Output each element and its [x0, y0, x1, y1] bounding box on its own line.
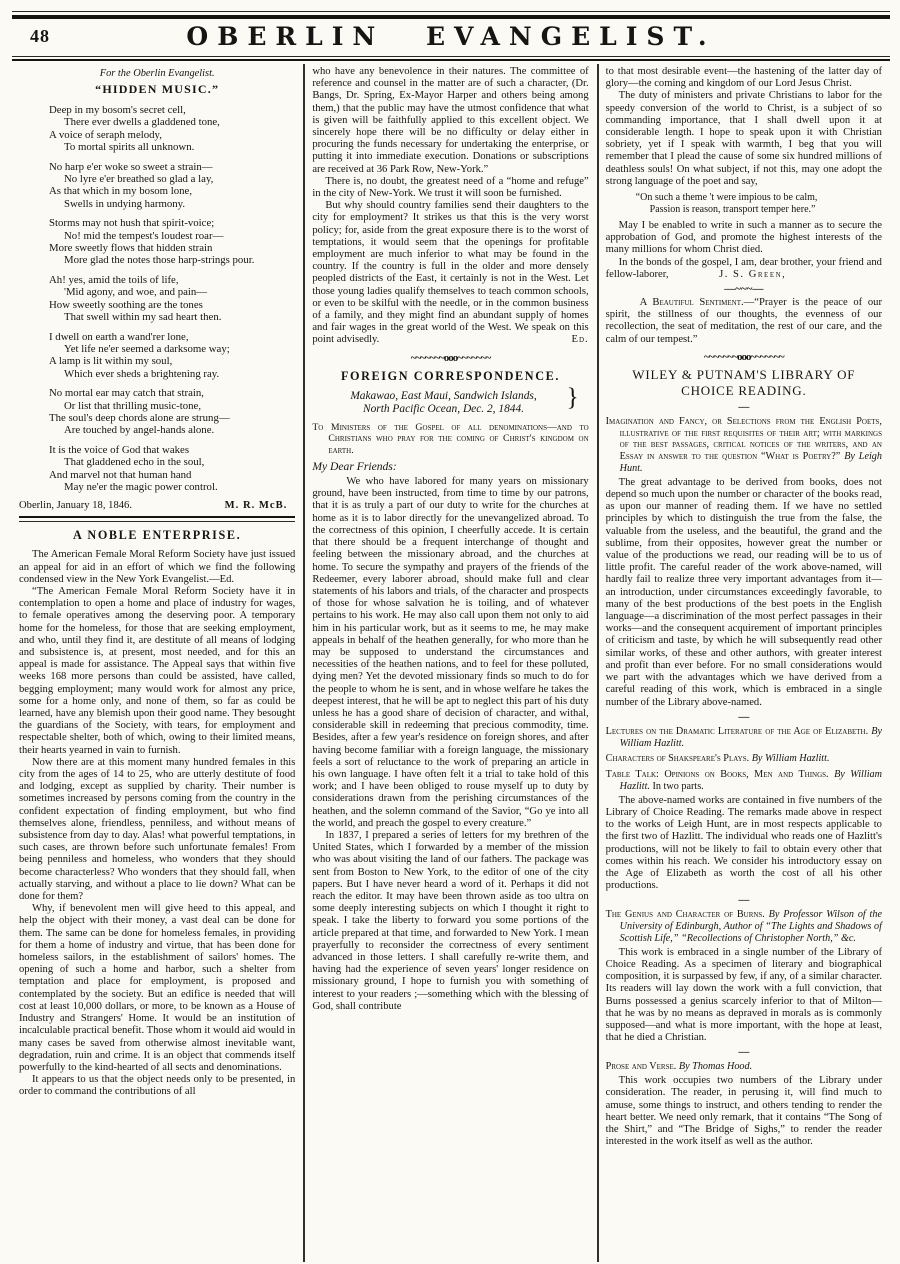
book-author: By William Hazlitt.: [619, 769, 882, 792]
poem-line: No lyre e'er breathed so glad a lay,: [64, 173, 214, 186]
poem-line: A lamp is lit within my soul,: [49, 355, 173, 368]
poem-line: That gladdened echo in the soul,: [64, 456, 205, 469]
poem-line: As that which in my bosom lone,: [49, 185, 193, 198]
paragraph: “The American Female Moral Reform Society have it in contemplation to open a home and place of industry for wages, to female operatives among the deserving poor. A temporary home for the homeless, for those that are seeking employment, and who, until they find it, are destitute of all means of lodging and subsistence is, at present, most needed, and for this an appeal is made for assistance. The Appeal says that within five weeks 168 more persons than could be assisted, have called, begging employment; many would work for almost any price, some for a home only, and none of them, so far as could be learned, have any blemish upon their good name. They besought the guardians of the Society, with tears, for employment and respectable shelter, both of which, owing to their limited means, their hearts yearned in vain to furnish.: [19, 585, 296, 756]
book-entry: [606, 753, 882, 765]
poem-line: And marvel not that human hand: [49, 468, 192, 481]
editor-initials: Ed.: [571, 334, 589, 346]
section-rule: [19, 516, 295, 522]
book-author: By Professor Wilson of the University of Edinburgh, Author of “The Lights and Shadows of Scottish Life,” “Recollections of Christopher North,” &c.: [619, 909, 882, 944]
quote-line: Passion is reason, transport temper here.”: [649, 204, 816, 216]
paragraph: It appears to us that the object needs only to be presented, in order to command the contributions of all: [19, 1074, 296, 1098]
dash-divider: —: [738, 894, 750, 907]
sentiment-text: “Prayer is the peace of our spirit, the stillness of our thoughts, the evenness of our recollection, the seat of meditation, the rest of our care, and the calm of our tempest.”: [605, 297, 882, 345]
paragraph: Now there are at this moment many hundred females in this city from the ages of 14 to 25, who are utterly destitute of food and lodging, except as supplied by charity. Their number is sometimes increased by persons coming from the country in the confident expectation of finding employment, but who find themselves alone, friendless, penniless, and without means of subsistence from day to day. Alas! what powerful temptations, in such cases, are thrown before such unfortunate females! From being penniless and homeless, who wonders that they should become characterless? Who wonders that they should fall, when actually starving, and without a place to lie down? What can be done for them?: [19, 756, 296, 903]
signature: J. S. Green,: [719, 268, 787, 280]
book-title: The Genius and Character of Burns.: [605, 909, 765, 921]
book-entry: [606, 909, 882, 944]
paragraph: Why, if benevolent men will give heed to this appeal, and help the object with their money, a vast deal can be done for them. The same can be done for homeless females, in providing for them a home of industry and virtue, that has been done for homeless sailors, in the establishment of sailors' homes. The opening of such a home and harbor, such a shelter from temptation and place for employment, is proposed and contemplated by the society. But an edifice is needed that will cost at least 10,000 dollars, or more, to be known as a House of Industry and Strangers' Home. It would be an institution of incalculable practical benefit. Those whom it would aid would in many cases be saved from otherwise almost inevitable want, degradation, ruin and crime. It is an object that commends itself powerfully to the kind-hearted of all sects and denominations.: [19, 903, 296, 1073]
review-paragraph: The above-named works are contained in five numbers of the Library of Choice Reading. The remarks made above in respect to the works of Leigh Hunt, are in most respects applicable to the first two of Hazlitt. The individual who reads one of Hazlitt's productions, will not be likely to fail to obtain every other that comes within his reach. We consider his introductory essay on the Age of Elizabeth as worth the cost of all his other productions.: [605, 794, 882, 892]
poem-line: Yet life ne'er seemed a darksome way;: [64, 342, 230, 355]
book-entry: [606, 726, 882, 750]
dateline-place: Makawao, East Maui, Sandwich Islands,: [350, 389, 537, 402]
poem-stanza: [49, 104, 295, 154]
poem-stanza: [49, 444, 295, 494]
dateline-date: North Pacific Ocean, Dec. 2, 1844.: [362, 403, 524, 416]
paragraph: [312, 200, 588, 346]
column-2: [303, 64, 596, 1262]
masthead-bottom-rule-thick: [12, 59, 890, 61]
poem-author: M. R. McB.: [224, 500, 288, 512]
poem-stanza: [49, 274, 295, 324]
poem-line: 'Mid agony, and woe, and pain—: [64, 286, 208, 299]
poem-line: Ah! yes, amid the toils of life,: [49, 273, 179, 286]
poem-title: “HIDDEN MUSIC.”: [95, 82, 220, 96]
masthead-top-rule-thin: [12, 11, 890, 12]
poem-line: May ne'er the magic power control.: [64, 480, 218, 493]
poem-line: Which ever sheds a brightening ray.: [64, 367, 220, 380]
column-1: [12, 64, 303, 1262]
book-title: Table Talk: Opinions on Books, Men and Things.: [605, 769, 829, 781]
paragraph: May I be enabled to write in such a manner as to secure the approbation of God, and promote the highest interests of the many millions for whom Christ died.: [605, 220, 882, 256]
letter-salutation: My Dear Friends:: [312, 460, 397, 474]
poem-line: It is the voice of God that wakes: [49, 443, 190, 456]
dateline-brace: }: [566, 383, 579, 411]
book-entry: [606, 769, 882, 793]
paragraph: The American Female Moral Reform Society have just issued an appeal for aid in an effort of which we find the following condensed view in the New York Evangelist.—Ed.: [19, 549, 296, 585]
paragraph: who have any benevolence in their natures. The committee of reference and counsel in the matter are of such a character, (Dr. Bangs, Dr. Spring, Ex-Mayor Harper and others being among them,) that the public may have the utmost confidence that what is given will be faithfully applied to this excellent object. We sincerely hope there will be no difficulty or delay either in procuring the funds necessary for undertaking the enterprise, or putting it into immediate execution. Donations or subscriptions are received at 36 Park Row, New-York.”: [312, 66, 589, 175]
poem-line: To mortal spirits all unknown.: [64, 141, 195, 154]
dash-divider: —: [738, 400, 750, 413]
poem-stanza: [49, 387, 295, 437]
paragraph: In 1837, I prepared a series of letters for my brethren of the United States, which I forwarded by a member of the mission who was about visiting the land of our fathers. The package was sent from Boston to New York, to the editor of one of the city papers. But I have never heard a word of it. Perhaps it did not reach the editor. It may have been thrown aside as too ultra on some deeply interesting subjects on which I thought it right to speak. I take the liberty to forward you some portions of the article prepared at that time, and forwarded to New York. I mean prayerfully to reconsider the correctness of every sentiment advanced in those letters. I shall carefully re-write them, and having had the experience of seven years' longer residence on missionary ground, I hope to furnish you with something of interest to your readers ;—something which with the blessing of God, shall contribute: [312, 829, 589, 1012]
review-paragraph: This work occupies two numbers of the Library under consideration. The reader, in perusing it, will find much to amuse, some things to instruct, and others tending to render the heart better. We need only remark, that it contains “The Song of the Shirt,” and “The Bridge of Sighs,” to render the reader interested in the work itself as well as the author.: [605, 1075, 882, 1148]
library-heading: WILEY & PUTNAM'S LIBRARY OF CHOICE READING.: [632, 366, 856, 398]
poem-stanza: [49, 217, 295, 267]
book-author: By William Hazlitt.: [751, 753, 830, 765]
poem-footer: [19, 500, 293, 511]
sentiment-paragraph: [606, 297, 882, 346]
page-number: 48: [30, 26, 50, 46]
poem-attribution-line: For the Oberlin Evangelist.: [99, 68, 215, 79]
poetry-quote: [636, 192, 882, 216]
poem-line: Are touched by angel-hands alone.: [64, 424, 215, 437]
poem-line: No mortal ear may catch that strain,: [49, 387, 204, 400]
book-entry: [606, 416, 882, 475]
dash-divider: —: [738, 1046, 750, 1059]
masthead-bottom-rule-thin: [12, 56, 890, 57]
dash-divider: —: [738, 710, 750, 723]
paragraph: to that most desirable event—the hastening of the latter day of glory—the coming and kingdom of our Lord Jesus Christ.: [605, 66, 882, 90]
letter-address: To Ministers of the Gospel of all denominations—and to Christians who pray for the coming of Christ's kingdom on earth.: [312, 421, 589, 456]
dateline: [312, 383, 579, 417]
article-heading: A NOBLE ENTERPRISE.: [73, 528, 242, 543]
book-author: By Leigh Hunt.: [619, 451, 882, 475]
poem-line: Deep in my bosom's secret cell,: [49, 104, 186, 116]
masthead-top-rule-thick: [12, 15, 890, 19]
poem-line: A voice of seraph melody,: [49, 128, 162, 141]
book-title: Characters of Shakspeare's Plays.: [605, 753, 750, 765]
book-title: Lectures on the Dramatic Literature of the Age of Elizabeth.: [605, 725, 869, 737]
book-author: By Thomas Hood.: [678, 1061, 753, 1073]
masthead-title: OBERLIN EVANGELIST.: [186, 22, 716, 51]
poem-line: Storms may not hush that spirit-voice;: [49, 217, 215, 230]
book-title: Prose and Verse.: [605, 1061, 677, 1073]
poem-line: How sweetly soothing are the tones: [49, 298, 203, 311]
poem-line: That swell within my sad heart then.: [64, 311, 222, 324]
book-note: In two parts.: [652, 780, 704, 792]
poem-dateline: Oberlin, January 18, 1846.: [19, 500, 132, 512]
paragraph: We who have labored for many years on missionary ground, have been instructed, from time to time by our patrons, that it is as truly a part of our duty to write for the churches at home as it is to labor directly for the unevangelized abroad. To the correctness of this opinion, I cheerfully accede. It is certain that there should be a frequent interchange of thought and feeling between the missionary abroad, and the churches at home. To secure the sympathy and prayers of the friends of the Redeemer, every laborer abroad, should make full and clear statements of his labors and trials, of the character and prospects of those for whose salvation he is toiling, and of whatever pertains to his work. He may also call upon them not only to aid him in his particular work, but as it seems to me, he may make appeals in behalf of the heathen generally, for who more than he may be supposed to understand the circumstances and necessities of the heathen nations, and to feel for these polluted, dying men? Yet the devoted missionary finds so much to do for the people to whom he is sent, and in whose welfare he takes the deepest interest, that he will be apt to neglect this part of his duty unless he has a good share of decision of character, and withal, considerable skill in redeeming that precious commodity, time. Besides, after a few year's residence on foreign shores, and after having become familiar with a foreign language, the missionary feels a sort of reluctance to the work of preparing an article in his own language. I have often felt it a trial to take hold of this work; and I have been obliged to rouse myself up to duty by considerations drawn from the perishing circumstances of the heathen, and the solemn command of the Savior, “Go ye into all the world, and preach the gospel to every creature.”: [312, 476, 589, 829]
masthead: [12, 20, 890, 56]
book-entry: [606, 1061, 882, 1073]
paragraph: [606, 257, 882, 281]
book-title: Imagination and Fancy, or Selections from the English Poets, illustrative of the first requisites of their art; with markings of the best passages, critical notices of the writers, and an Essay in answer to the question “What is Poetry?”: [605, 415, 882, 463]
review-paragraph: This work is embraced in a single number of the Library of Choice Reading. As a specimen of literary and biographical composition, it is surpassed by few, if any, of a similar character. Its readers will lay down the work with a full conviction, that Burns possessed a genius scarcely inferior to that of Milton—that he was by no means as depraved in morals as is commonly supposed—and what is more important, with the hope at least, that he died a Christian.: [605, 946, 882, 1044]
closing-text: In the bonds of the gospel, I am, dear brother, your friend and fellow-laborer,: [605, 256, 882, 280]
poem-line: More sweetly flows that hidden strain: [49, 242, 213, 255]
dash-divider: —~~~—: [724, 283, 764, 296]
poem-line: No! mid the tempest's loudest roar—: [64, 229, 224, 242]
column-3: [597, 64, 890, 1262]
book-author: By William Hazlitt.: [619, 725, 882, 749]
poem-line: There ever dwells a gladdened tone,: [64, 116, 220, 129]
poem-line: More glad the notes those harp-strings pour.: [64, 254, 255, 267]
squiggle-divider: ~~~~~~~ooo~~~~~~~: [704, 350, 784, 363]
column-layout: [12, 64, 890, 1262]
poem-line: No harp e'er woke so sweet a strain—: [49, 160, 213, 173]
sentiment-lead: A Beautiful Sentiment.—: [639, 297, 755, 309]
squiggle-divider: ~~~~~~~ooo~~~~~~~: [410, 351, 491, 364]
paragraph: The duty of ministers and private Christians to labor for the speedy conversion of the world to Christ, is a subject of so commanding importance, that I shall dwell upon it at considerable length. I hope to speak upon it with Christian sobriety, yet if I speak with warmth, I beg that you will remember that I plead the cause of some six hundred millions of deathless souls! On what subject, if not this, may one adopt the strong language of the poet and say,: [605, 90, 882, 187]
poem-line: Swells in undying harmony.: [64, 197, 186, 210]
paragraph-text: But why should country families send their daughters to the city for employment? It strikes us that this is the very worst policy; for, aside from the great exposure there is to the worst of temptations, it would seem that the openings for profitable employment are much inferior to what may be found in the country. If the country is full in the older and more densely peopled districts of the East, it certainly is not in the West. Let those young ladies qualify themselves to teach common schools, or even to be skilful with the needle, or in the common business of a family, and they might find an abundant supply of homes and fair wages in the great world of the West. We speak on this point advisedly.: [312, 200, 589, 346]
poem-stanza: [49, 331, 295, 381]
paragraph: There is, no doubt, the greatest need of a “home and refuge” in the city of New-York. We trust it will soon be furnished.: [312, 175, 589, 200]
poem-stanza: [49, 161, 295, 211]
poem-line: Or list that thrilling music-tone,: [64, 399, 202, 412]
correspondence-heading: FOREIGN CORRESPONDENCE.: [341, 368, 560, 383]
quote-line: “On such a theme 't were impious to be calm,: [635, 192, 818, 204]
poem-line: The soul's deep chords alone are strung—: [49, 411, 230, 424]
review-paragraph: The great advantage to be derived from books, does not depend so much upon the number or character of the books read, as upon our manner of reading them. If we have no settled principles by which to distinguish the true from the false, the valuable from the useless, and the beautiful, the grand and the sublime, from their opposites, however great the number or value of the productions we read, our reading will be to us of little profit. The careful reader of the work above-named, will hardly fail to realize three very important advantages from it—an introduction, under circumstances exceedingly favorable, to many of the best productions of the best poets in the English language—a discrimination of the most perfect passages in their works—and the consequent acquirement of important principles of criticism and taste, by which he will subsequently read other similar works, of these and other authors, with greater interest and profit than ever before. For no small considerations would we part with the advantages which we have derived from a careful reading of this work, which is embraced in a single number of the Library above-named.: [605, 476, 882, 708]
poem-line: I dwell on earth a wand'rer lone,: [49, 330, 189, 343]
